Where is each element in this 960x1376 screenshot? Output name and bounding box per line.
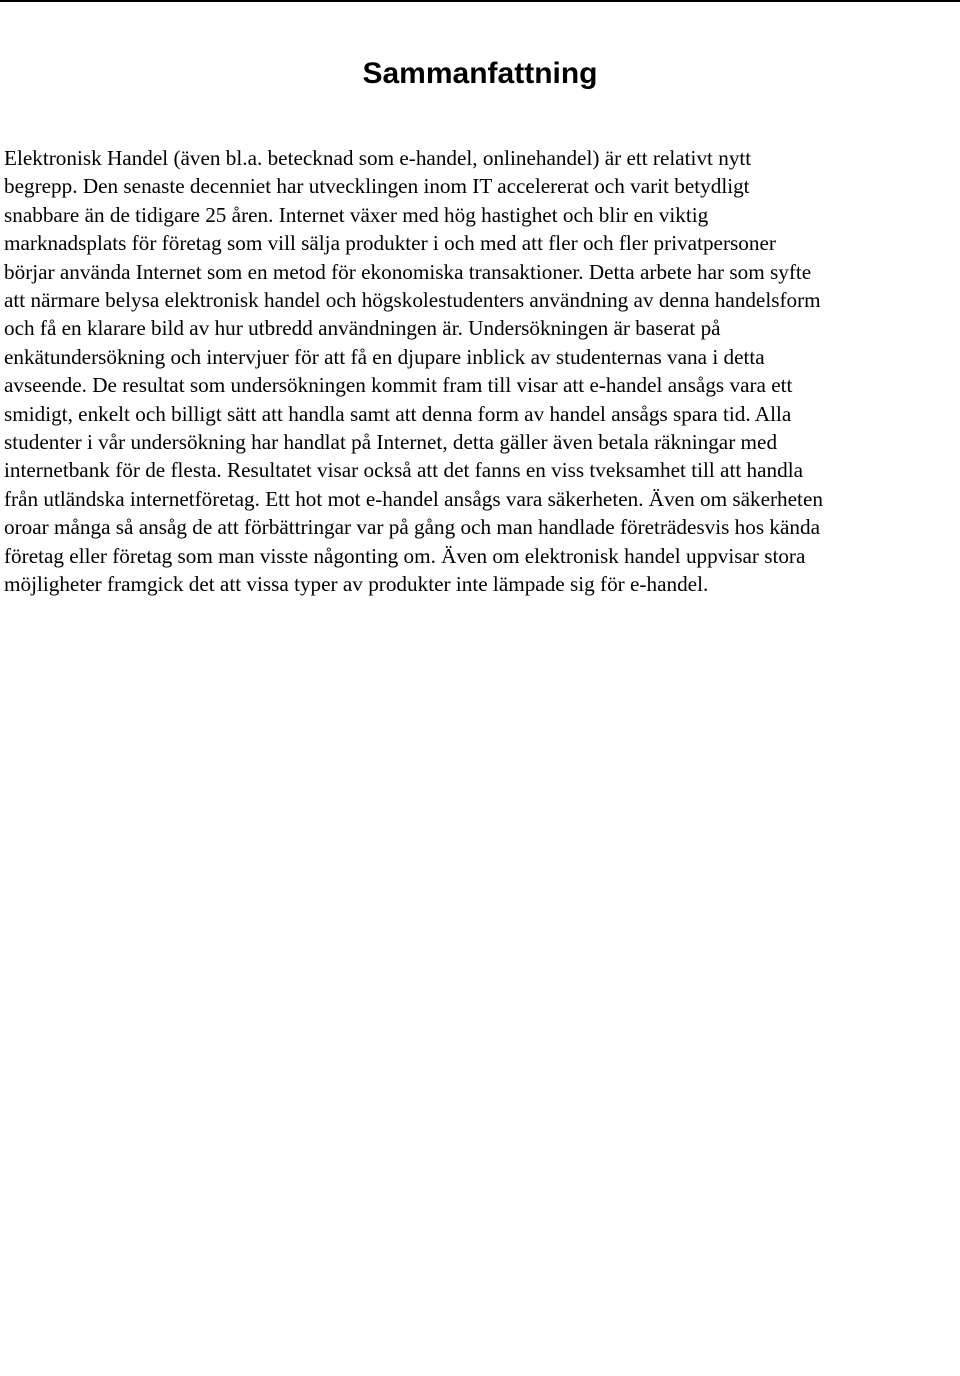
paragraph-line: studenter i vår undersökning har handlat på Internet, detta gäller även betala räkningar med — [4, 430, 778, 455]
paragraph-line: snabbare än de tidigare 25 åren. Internet växer med hög hastighet och blir en viktig — [4, 202, 709, 227]
paragraph-line: att närmare belysa elektronisk handel och högskolestudenters användning av denna handelsform — [4, 288, 821, 313]
paragraph-line: möjligheter framgick det att vissa typer av produkter inte lämpade sig för e-handel. — [4, 572, 709, 597]
paragraph-line: enkätundersökning och intervjuer för att få en djupare inblick av studenternas vana i detta — [4, 344, 765, 369]
paragraph-line: marknadsplats för företag som vill sälja produkter i och med att fler och fler privatpersoner — [4, 231, 776, 256]
paragraph-line: börjar använda Internet som en metod för ekonomiska transaktioner. Detta arbete har som syfte — [4, 259, 812, 284]
paragraph-line: internetbank för de flesta. Resultatet visar också att det fanns en viss tveksamhet till att handla — [4, 458, 804, 483]
paragraph-line: oroar många så ansåg de att förbättringar var på gång och man handlade företrädesvis hos kända — [4, 515, 820, 540]
paragraph-line: Elektronisk Handel (även bl.a. betecknad som e-handel, onlinehandel) är ett relativt nytt — [4, 146, 752, 170]
top-border-line — [0, 0, 960, 2]
paragraph-line: avseende. De resultat som undersökningen kommit fram till visar att e-handel ansågs vara ett — [4, 373, 793, 398]
paragraph-line: från utländska internetföretag. Ett hot mot e-handel ansågs vara säkerheten. Även om säkerheten — [4, 486, 823, 511]
paragraph-line: begrepp. Den senaste decenniet har utvecklingen inom IT accelererat och varit betydligt — [4, 174, 750, 199]
page-title: Sammanfattning — [362, 57, 598, 90]
paragraph-line: och få en klarare bild av hur utbredd användningen är. Undersökningen är baserat på — [4, 316, 721, 341]
paragraph-line: smidigt, enkelt och billigt sätt att handla samt att denna form av handel ansågs spara tid. Alla — [4, 401, 792, 426]
paragraph-line: företag eller företag som man visste någonting om. Även om elektronisk handel uppvisar stora — [4, 543, 806, 568]
summary-paragraph — [4, 144, 956, 599]
